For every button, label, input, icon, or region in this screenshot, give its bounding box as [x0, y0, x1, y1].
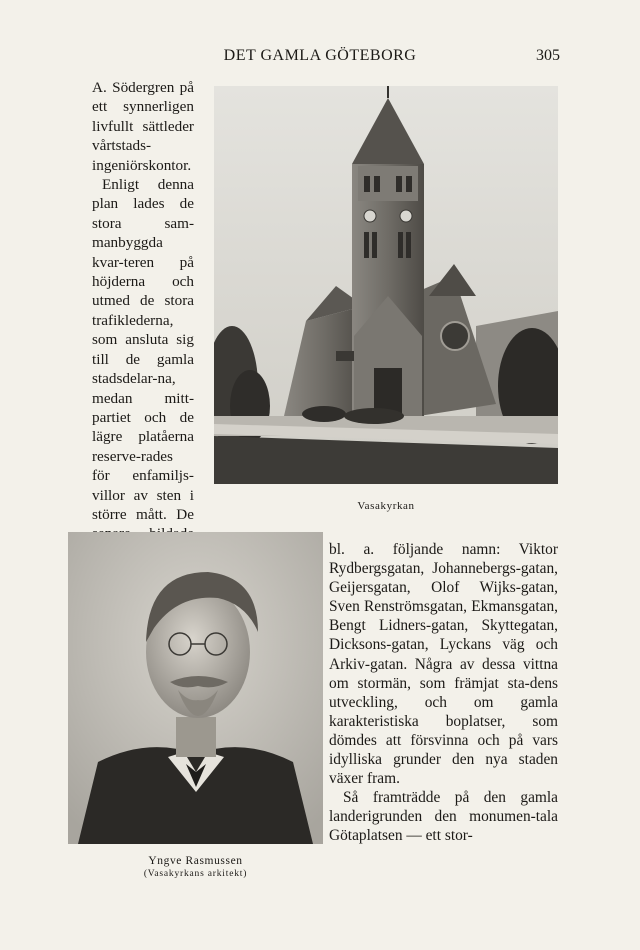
running-header: DET GAMLA GÖTEBORG — [223, 47, 417, 64]
left-paragraph-1: A. Södergren på ett synnerligen livfullt sättleder vårtstads-ingeniörskontor. — [92, 79, 194, 174]
portrait-photo — [68, 532, 323, 844]
right-paragraph-2: Så framträdde på den gamla landerigrunden den monumen-tala Götaplatsen — ett stor- — [329, 789, 558, 845]
portrait-illustration — [68, 532, 323, 844]
vasakyrkan-photo — [214, 86, 558, 484]
right-paragraph-1: bl. a. följande namn: Viktor Rydbergsgatan, Johannebergs-gatan, Geijersgatan, Olof Wijks-gatan, Sven Renströmsgatan, Ekmansgatan, Bengt Lidners-gatan, Skyttegatan, Dicksons-gatan, Lyckans väg och Arkiv-gatan. Några av dessa vittna om stormän, som främjat sta-dens utveckling, och om gamla karakteristiska boplatser, som dömdes att försvinna och på vars idylliska grunder den nya staden växer fram. — [329, 541, 558, 788]
portrait-caption-role: (Vasakyrkans arkitekt) — [143, 869, 248, 879]
church-caption: Vasakyrkan — [357, 500, 415, 512]
church-illustration — [214, 86, 558, 484]
right-text-column — [329, 540, 558, 846]
portrait-caption-name: Yngve Rasmussen — [148, 855, 243, 867]
left-paragraph-2: Enligt denna plan lades de stora sam-manbyggda kvar-teren på höjderna och utmed de stora trafiklederna, som ansluta sig till de gamla stadsdelar-na, medan mitt-partiet och de lägre platåerna reserve-rades för enfamiljs-villor av sten i större mått. De — [92, 176, 194, 523]
page-number: 305 — [536, 47, 560, 64]
